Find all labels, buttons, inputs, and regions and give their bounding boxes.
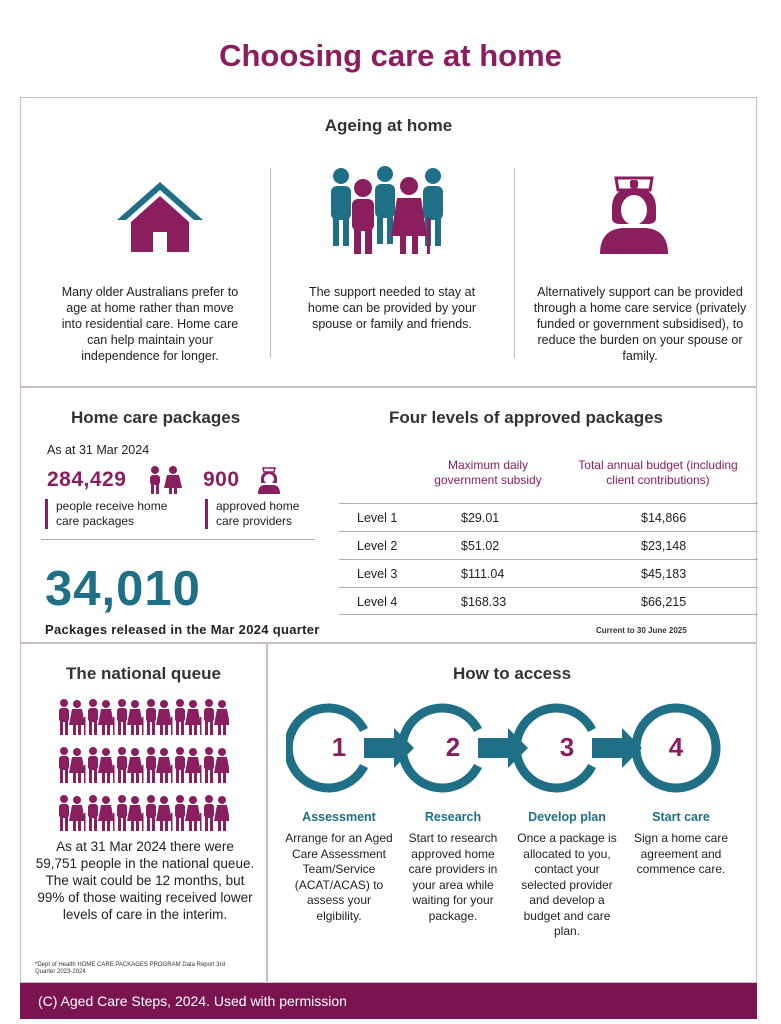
step-text: Arrange for an Aged Care Assessment Team/Service (ACAT/ACAS) to assess your elgibility. — [285, 831, 393, 923]
people-count: 284,429 — [47, 468, 127, 491]
step-number: 2 — [445, 732, 461, 762]
step-number: 4 — [668, 732, 684, 762]
ageing-text-1: Many older Australians prefer to age at home rather than move into residential care. Home care can help maintain your independence for longer. — [61, 285, 239, 363]
access-heading: How to access — [452, 664, 572, 683]
step-text: Sign a home care agreement and commence care. — [633, 831, 729, 876]
step-number: 1 — [331, 732, 347, 762]
step-label: Start care — [652, 810, 710, 824]
footnote: *Dept of Health HOME CARE PACKAGES PROGRAM Data Report 3rd Quarter 2023-2024 — [35, 962, 225, 975]
budget-value: $66,215 — [641, 595, 687, 609]
couple-icon — [145, 466, 185, 499]
step-text: Once a package is allocated to you, contact your selected provider and develop a budget and care plan. — [517, 831, 617, 938]
subsidy-value: $111.04 — [461, 567, 505, 581]
col-header-subsidy: Maximum daily government subsidy — [434, 458, 542, 487]
step-text: Start to research approved home care providers in your area while waiting for your package. — [408, 831, 498, 923]
table-row — [339, 503, 758, 531]
queue-heading: The national queue — [66, 664, 221, 683]
ageing-text-3: Alternatively support can be provided through a home care service (privately funded or government subsidised), to reduce the burden on your spouse or family. — [533, 285, 747, 363]
house-icon — [113, 178, 207, 259]
divider — [41, 539, 315, 540]
budget-value: $45,183 — [641, 567, 687, 581]
home-care-packages-heading: Home care packages — [71, 408, 241, 427]
level-label: Level 2 — [357, 539, 398, 553]
level-label: Level 4 — [357, 595, 398, 609]
column-divider — [270, 168, 271, 358]
ageing-heading: Ageing at home — [324, 116, 453, 135]
table-row — [339, 559, 758, 587]
col-header-budget: Total annual budget (including client contributions) — [578, 458, 738, 487]
ageing-text-2: The support needed to stay at home can be provided by your spouse or family and friends. — [307, 285, 477, 331]
level-label: Level 1 — [357, 511, 398, 525]
elderly-couples-icon — [57, 699, 227, 838]
four-levels-heading: Four levels of approved packages — [389, 408, 663, 427]
table-row — [339, 531, 758, 559]
step-label: Assessment — [302, 810, 376, 824]
family-icon — [323, 164, 453, 263]
budget-value: $23,148 — [641, 539, 687, 553]
released-count: 34,010 — [45, 562, 201, 616]
column-divider — [514, 168, 515, 358]
access-section — [267, 643, 757, 983]
footer-credit: (C) Aged Care Steps, 2024. Used with permission — [20, 983, 757, 1019]
step-label: Research — [424, 810, 482, 824]
nurse-icon — [596, 168, 672, 259]
nurse-small-icon — [257, 466, 281, 499]
as-at-date: As at 31 Mar 2024 — [47, 443, 150, 457]
table-row — [339, 587, 758, 615]
released-desc: Packages released in the Mar 2024 quarter — [45, 622, 320, 637]
providers-count: 900 — [203, 468, 240, 491]
ageing-section — [20, 97, 757, 387]
subsidy-value: $29.01 — [461, 511, 500, 525]
level-label: Level 3 — [357, 567, 398, 581]
step-label: Develop plan — [528, 810, 606, 824]
subsidy-value: $168.33 — [461, 595, 507, 609]
providers-desc: approved home care providers — [205, 499, 321, 529]
people-desc: people receive home care packages — [45, 499, 185, 529]
queue-section — [20, 643, 267, 983]
page-title: Choosing care at home — [219, 38, 562, 73]
packages-section — [20, 387, 757, 643]
queue-text: As at 31 Mar 2024 there were 59,751 people in the national queue. The wait could be 12 months, but 99% of those waiting received lower levels of care in the interim. — [35, 839, 255, 922]
step-number: 3 — [559, 732, 575, 762]
current-date-note: Current to 30 June 2025 — [596, 626, 687, 635]
subsidy-value: $51.02 — [461, 539, 500, 553]
budget-value: $14,866 — [641, 511, 687, 525]
